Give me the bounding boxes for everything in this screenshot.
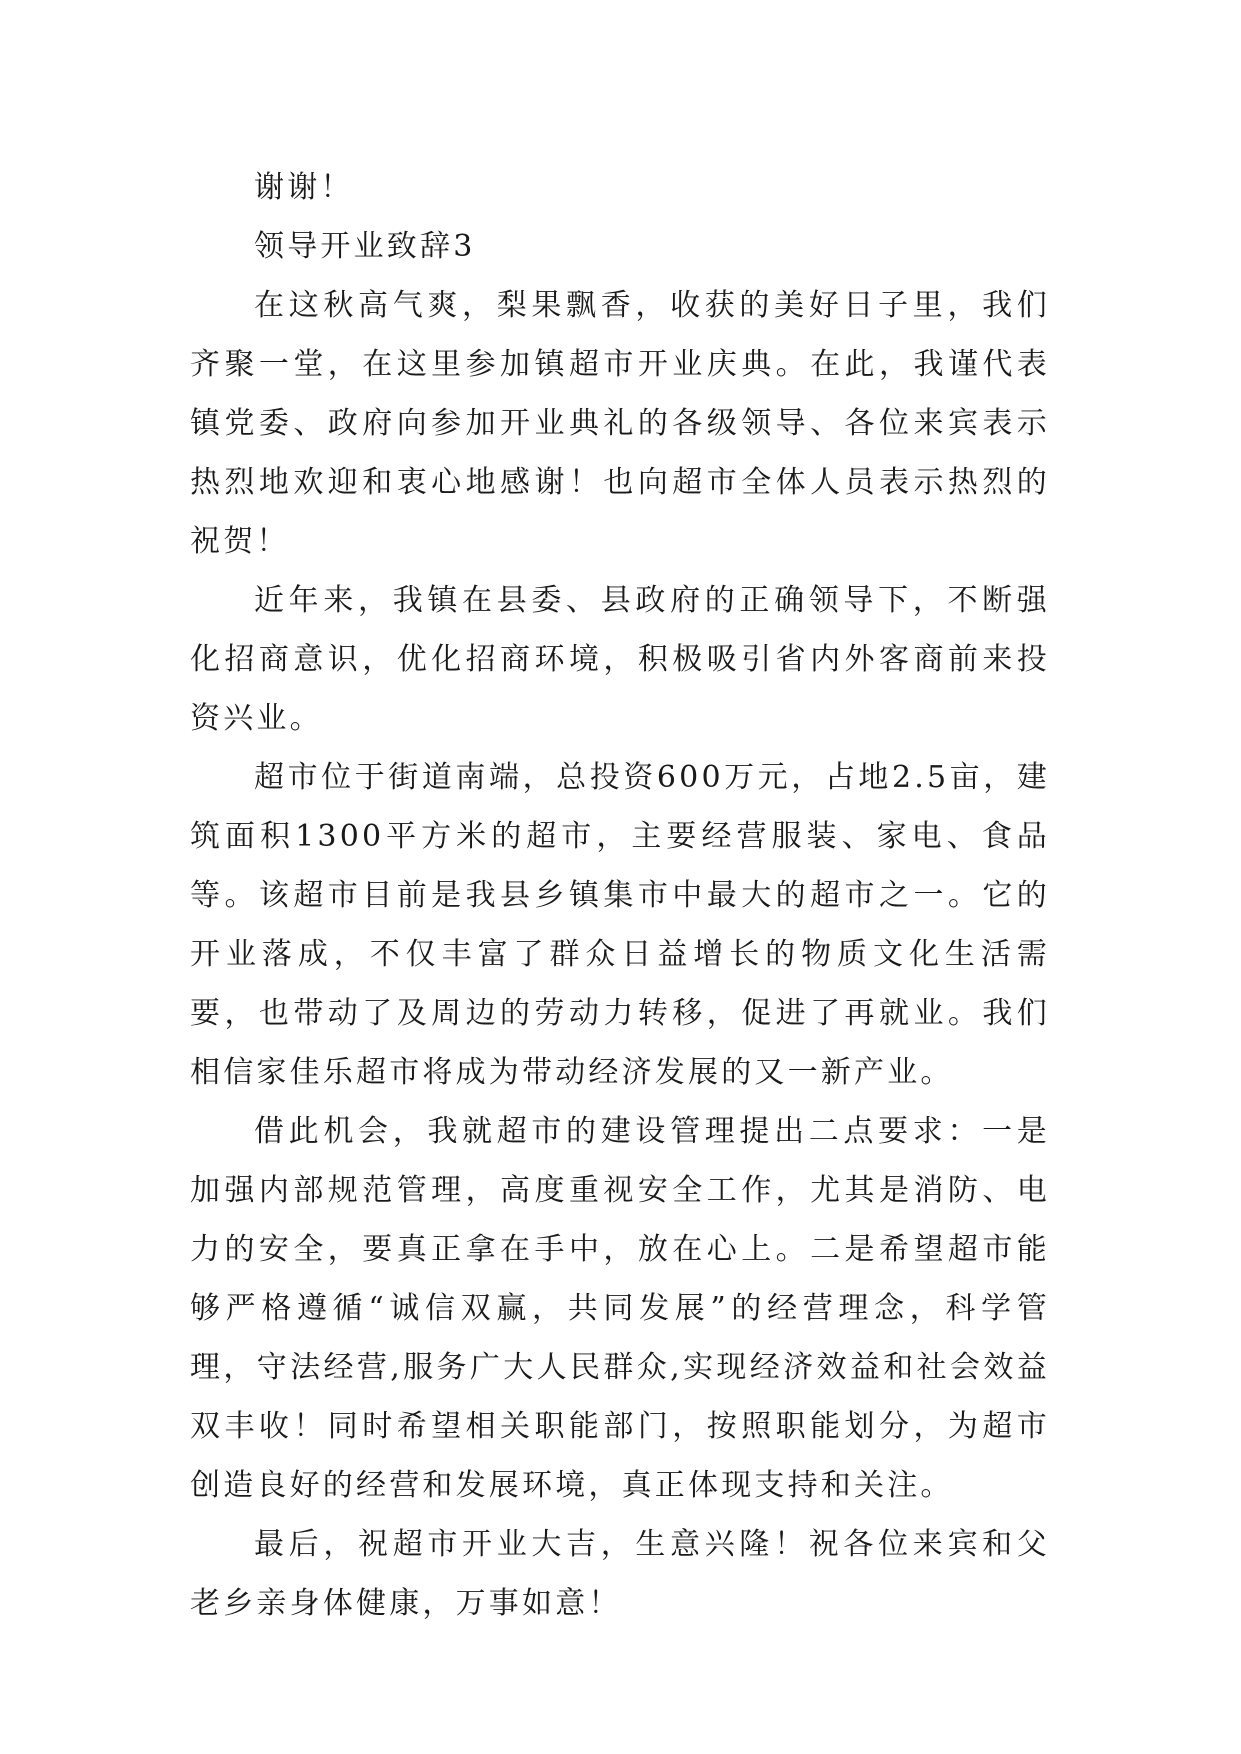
- paragraph-investment: 近年来，我镇在县委、县政府的正确领导下，不断强化招商意识，优化招商环境，积极吸引省内外客商前来投资兴业。: [190, 583, 1050, 736]
- paragraph-supermarket: 超市位于街道南端，总投资600万元，占地2.5亩，建筑面积1300平方米的超市，主要经营服装、家电、食品等。该超市目前是我县乡镇集市中最大的超市之一。它的开业落成，不仅丰富了群众日益增长的物质文化生活需要，也带动了及周边的劳动力转移，促进了再就业。我们相信家佳乐超市将成为带动经济发展的又一新产业。: [190, 760, 1050, 1090]
- closing-thanks: 谢谢！: [254, 170, 354, 205]
- document-body: [190, 158, 1050, 1633]
- paragraph-opening: 在这秋高气爽，梨果飘香，收获的美好日子里，我们齐聚一堂，在这里参加镇超市开业庆典。在此，我谨代表镇党委、政府向参加开业典礼的各级领导、各位来宾表示热烈地欢迎和衷心地感谢！也向超市全体人员表示热烈的祝贺！: [190, 288, 1050, 559]
- section-title: 领导开业致辞3: [254, 229, 476, 264]
- paragraph-closing: 最后，祝超市开业大吉，生意兴隆！祝各位来宾和父老乡亲身体健康，万事如意！: [190, 1527, 1050, 1621]
- paragraph-requirements: 借此机会，我就超市的建设管理提出二点要求：一是加强内部规范管理，高度重视安全工作，尤其是消防、电力的安全，要真正拿在手中，放在心上。二是希望超市能够严格遵循“诚信双赢，共同发展”的经营理念，科学管理，守法经营,服务广大人民群众,实现经济效益和社会效益双丰收！同时希望相关职能部门，按照职能划分，为超市创造良好的经营和发展环境，真正体现支持和关注。: [190, 1114, 1050, 1503]
